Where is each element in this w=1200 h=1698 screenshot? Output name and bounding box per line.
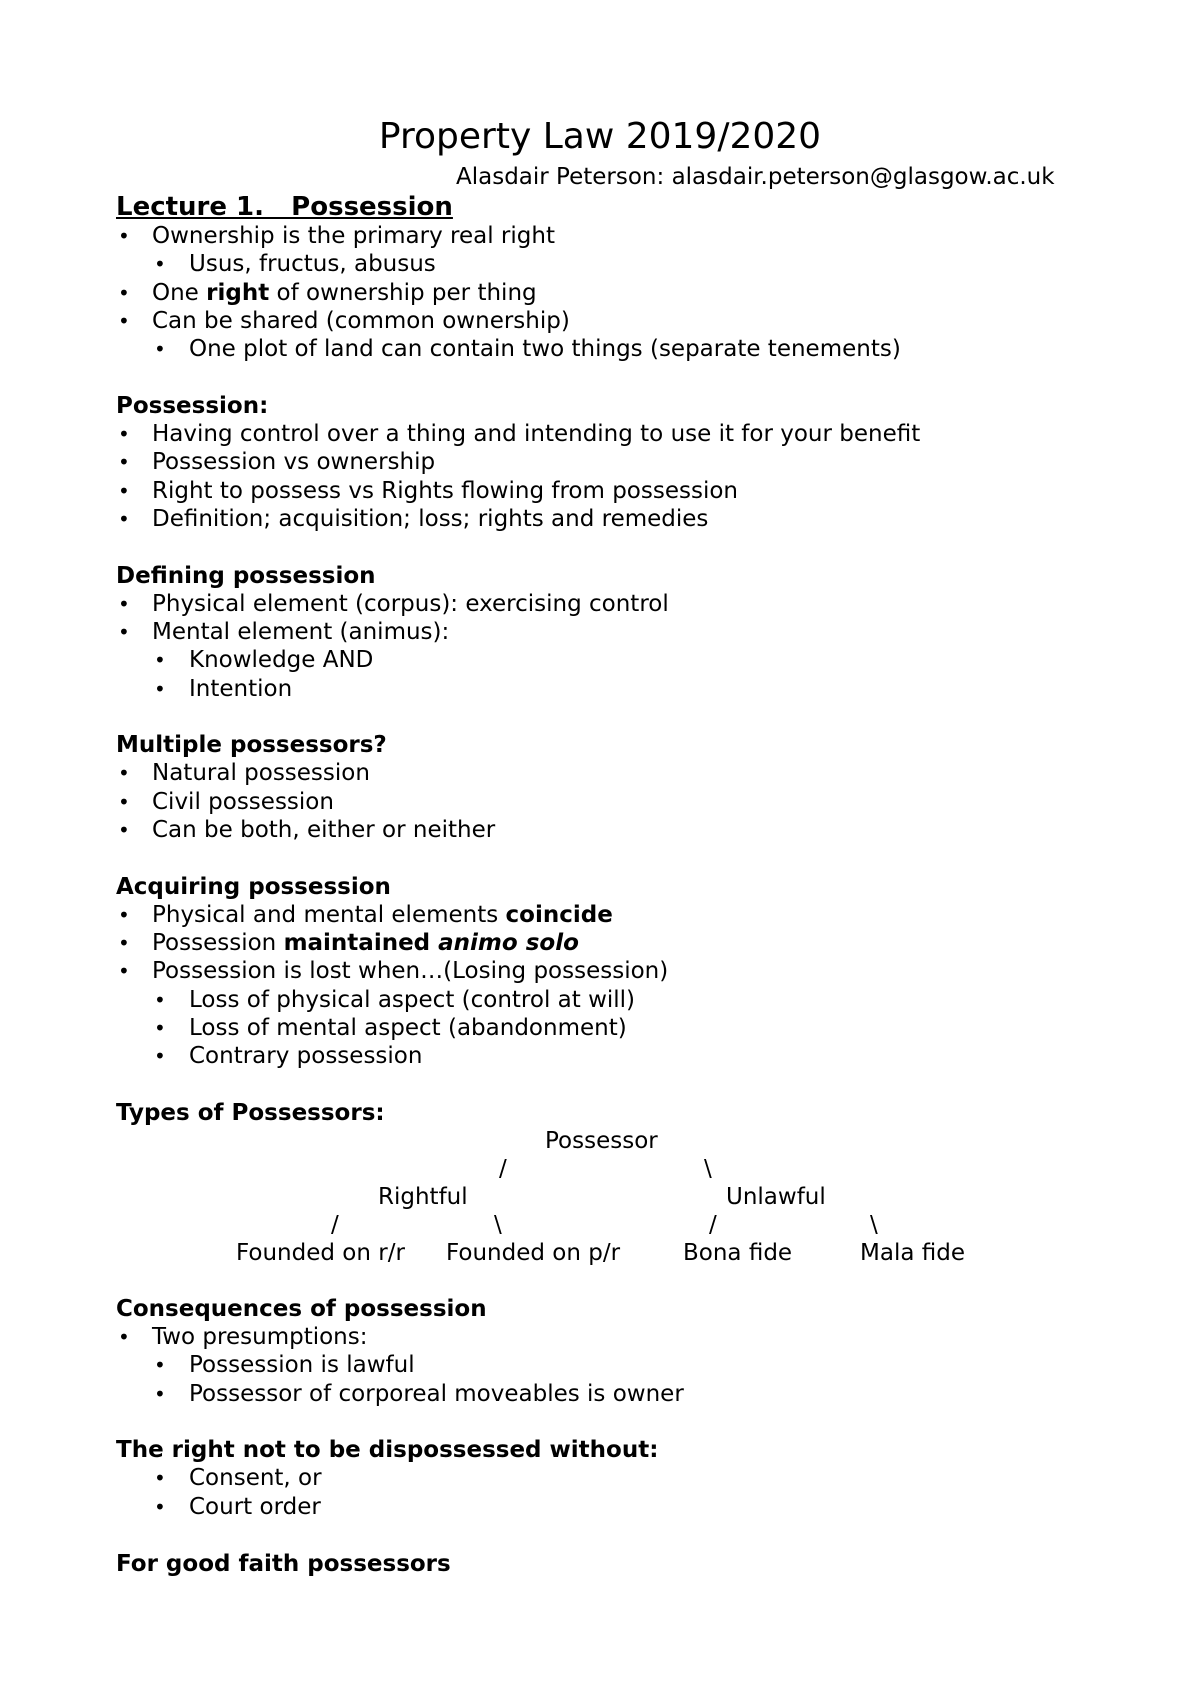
bullet-icon: • <box>154 1015 166 1040</box>
list-item: • Court order <box>154 1493 321 1520</box>
list-item: • Loss of physical aspect (control at will) <box>154 986 636 1013</box>
bullet-icon: • <box>154 337 166 362</box>
list-item: • Ownership is the primary real right <box>118 223 555 249</box>
list-item: • Possession maintained animo solo <box>118 930 579 957</box>
bullet-icon: • <box>154 987 166 1012</box>
bullet-icon: • <box>154 676 166 701</box>
consequences-list <box>116 1323 1116 1351</box>
intro-sublist <box>116 250 1116 278</box>
section-heading-possession: Possession: <box>116 392 269 419</box>
list-item: • Usus, fructus, abusus <box>154 251 436 278</box>
bullet-icon: • <box>118 902 130 927</box>
tree-branch-slash: / <box>499 1156 507 1183</box>
list-item: • Possession is lost when…(Losing possession) <box>118 958 669 985</box>
list-item: • Can be both, either or neither <box>118 816 496 843</box>
list-item: • Physical element (corpus): exercising control <box>118 590 669 617</box>
section-heading-consequences: Consequences of possession <box>116 1296 487 1323</box>
defining-list <box>116 590 1116 647</box>
bullet-icon: • <box>154 1494 166 1519</box>
bullet-icon: • <box>118 817 130 842</box>
bullet-icon: • <box>118 1325 130 1350</box>
tree-branch-slash: / <box>709 1212 717 1239</box>
bullet-icon: • <box>118 506 130 531</box>
list-item: • Definition; acquisition; loss; rights and remedies <box>118 505 709 532</box>
list-item: • Two presumptions: <box>118 1324 368 1351</box>
possession-list <box>116 420 1116 533</box>
list-item: • Possessor of corporeal moveables is owner <box>154 1380 684 1407</box>
list-item: • Civil possession <box>118 788 334 815</box>
intro-list <box>116 222 1116 250</box>
list-item: • Right to possess vs Rights flowing from possession <box>118 477 738 504</box>
tree-node-unlawful: Unlawful <box>726 1184 826 1211</box>
section-heading-multiple: Multiple possessors? <box>116 732 387 759</box>
list-item: • Having control over a thing and intending to use it for your benefit <box>118 420 921 447</box>
list-item: • Intention <box>154 675 293 702</box>
tree-branch-backslash: \ <box>494 1212 502 1239</box>
acquiring-sublist <box>116 986 1116 1071</box>
list-item: • Contrary possession <box>154 1043 423 1070</box>
bullet-icon: • <box>118 789 130 814</box>
acquiring-list <box>116 901 1116 986</box>
section-heading-good-faith: For good faith possessors <box>116 1550 451 1577</box>
list-item: • Possession vs ownership <box>118 449 436 476</box>
tree-leaf-bona-fide: Bona fide <box>683 1240 793 1267</box>
list-item: • Consent, or <box>154 1465 322 1492</box>
bullet-icon: • <box>118 308 130 333</box>
tree-leaf-rr: Founded on r/r <box>236 1240 405 1267</box>
tree-leaf-pr: Founded on p/r <box>446 1240 621 1267</box>
list-item: • Possession is lawful <box>154 1352 415 1379</box>
list-item: • Mental element (animus): <box>118 618 450 645</box>
bullet-icon: • <box>154 1353 166 1378</box>
list-item: • One plot of land can contain two things (separate tenements) <box>154 336 901 363</box>
document-content <box>116 192 1116 1578</box>
bullet-icon: • <box>154 1044 166 1069</box>
list-item: • Loss of mental aspect (abandonment) <box>154 1014 627 1041</box>
list-item: • Can be shared (common ownership) <box>118 307 570 334</box>
tree-root: Possessor <box>545 1128 658 1155</box>
bullet-icon: • <box>154 252 166 277</box>
dispossession-sublist <box>116 1464 1116 1521</box>
bullet-icon: • <box>118 450 130 475</box>
bullet-icon: • <box>118 761 130 786</box>
bullet-icon: • <box>118 959 130 984</box>
tree-leaf-mala-fide: Mala fide <box>860 1240 965 1267</box>
defining-sublist <box>116 646 1116 703</box>
bullet-icon: • <box>154 1381 166 1406</box>
bullet-icon: • <box>118 931 130 956</box>
intro-sublist-2 <box>116 335 1116 363</box>
section-heading-dispossession: The right not to be dispossessed without: <box>116 1437 659 1464</box>
consequences-sublist <box>116 1351 1116 1408</box>
multiple-list <box>116 759 1116 844</box>
tree-branch-backslash: \ <box>870 1212 878 1239</box>
tree-node-rightful: Rightful <box>378 1184 468 1211</box>
bullet-icon: • <box>118 224 130 248</box>
bullet-icon: • <box>154 648 166 673</box>
section-heading-types: Types of Possessors: <box>116 1100 385 1127</box>
bullet-icon: • <box>118 591 130 616</box>
bullet-icon: • <box>118 421 130 446</box>
bullet-icon: • <box>118 619 130 644</box>
bullet-icon: • <box>118 280 130 305</box>
tree-branch-slash: / <box>331 1212 339 1239</box>
author-line: Alasdair Peterson: alasdair.peterson@glasgow.ac.uk <box>456 164 1055 190</box>
possessor-tree <box>116 1127 1116 1269</box>
list-item: • One right of ownership per thing <box>118 279 537 306</box>
bullet-icon: • <box>118 478 130 503</box>
section-heading-acquiring: Acquiring possession <box>116 873 391 900</box>
list-item: • Natural possession <box>118 760 370 787</box>
intro-list-2 <box>116 279 1116 336</box>
lecture-heading: Lecture 1. Possession <box>116 192 453 222</box>
tree-branch-backslash: \ <box>704 1156 712 1183</box>
bullet-icon: • <box>154 1466 166 1491</box>
section-heading-defining: Defining possession <box>116 562 376 589</box>
list-item: • Physical and mental elements coincide <box>118 901 613 928</box>
document-title: Property Law 2019/2020 <box>378 116 822 157</box>
list-item: • Knowledge AND <box>154 647 374 674</box>
